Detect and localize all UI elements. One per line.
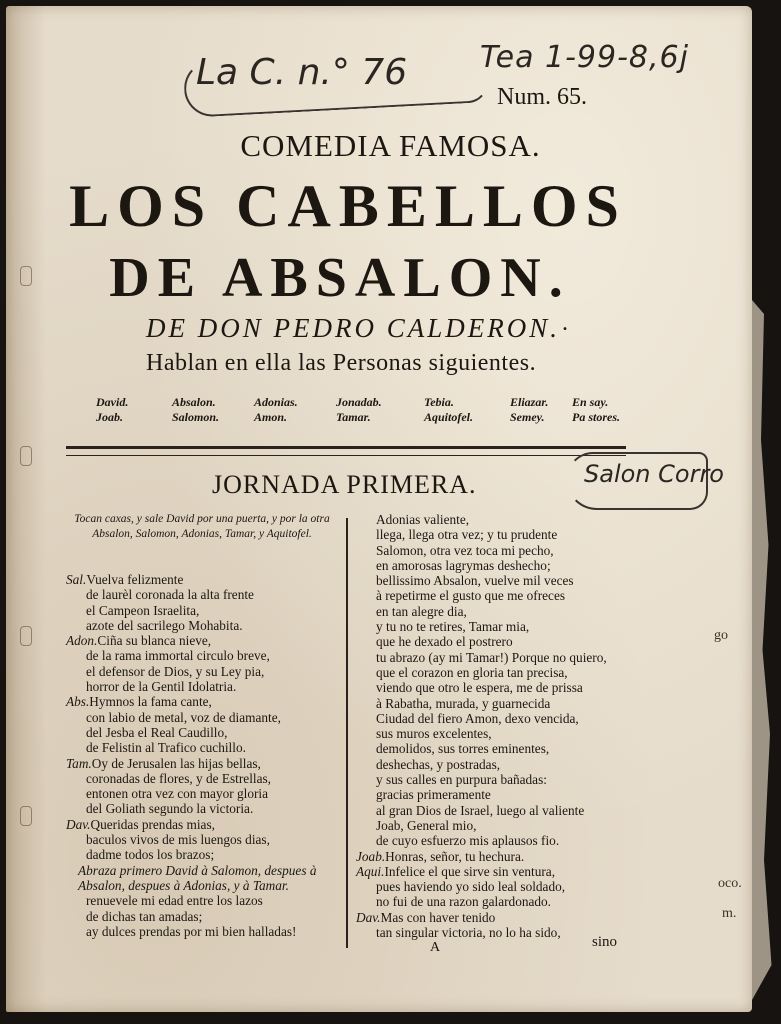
verse-line (356, 604, 607, 619)
verse-line (356, 757, 607, 772)
verse-text: gracias primeramente (376, 787, 491, 803)
column-divider (346, 518, 348, 948)
verse-text: à Rabatha, murada, y guarnecida (376, 695, 551, 711)
edge-fragment: m. (722, 906, 737, 921)
cast-name: Joab. (96, 410, 123, 424)
binding-stitch (20, 806, 32, 826)
cast-name: David. (96, 395, 129, 409)
catchword: sino (592, 934, 618, 950)
verse-line (356, 573, 607, 588)
speaker-tag: Joab. (356, 848, 386, 864)
verse-line (356, 833, 607, 848)
verse-line (356, 787, 607, 802)
verse-line (356, 680, 607, 695)
verse-line (356, 879, 607, 894)
verse-text: y tu no te retires, Tamar mia, (376, 619, 530, 635)
verse-text: en tan alegre dia, (376, 603, 467, 619)
verse-line (66, 633, 316, 648)
verse-text: tan singular victoria, no lo ha sido, (376, 925, 561, 941)
right-column (356, 512, 607, 940)
stage-direction-text: Abraza primero David à Salomon, despues à (78, 862, 317, 878)
verse-text: renuevele mi edad entre los lazos (86, 893, 263, 909)
cast-name: Jonadab. (336, 395, 382, 409)
verse-text: dadme todos los brazos; (86, 847, 215, 863)
verse-text: en amorosas lagrymas deshecho; (376, 557, 551, 573)
verse-text: Hymnos la fama cante, (89, 694, 212, 710)
verse-line (66, 909, 316, 924)
verse-text: del Goliath segundo la victoria. (86, 801, 254, 817)
cast-name: Semey. (510, 410, 545, 424)
speaker-tag: Aqui. (356, 863, 385, 879)
binding-stitch (20, 626, 32, 646)
verse-text: al gran Dios de Israel, luego al valiente (376, 802, 585, 818)
verse-text: de la rama immortal circulo breve, (86, 648, 270, 664)
verse-line (356, 910, 607, 925)
edge-fragment: go (714, 628, 728, 643)
handwritten-shelfmark: La C. n.° 76 (196, 52, 408, 93)
verse-line (356, 711, 607, 726)
verse-text: Honras, señor, tu hechura. (385, 848, 525, 864)
title-line-2: DE ABSALON. (109, 247, 571, 309)
verse-line (66, 618, 316, 633)
verse-text: Queridas prendas mias, (90, 816, 215, 832)
cast-column (254, 395, 298, 425)
cast-name: Salomon. (172, 410, 220, 424)
verse-line (356, 803, 607, 818)
edge-fragment: oco. (718, 876, 742, 891)
genre-heading: COMEDIA FAMOSA. (240, 128, 541, 163)
verse-line (66, 664, 316, 679)
verse-text: Oy de Jerusalen las hijas bellas, (91, 755, 261, 771)
cast-name: Amon. (254, 410, 288, 424)
title-line-1: LOS CABELLOS (69, 173, 627, 239)
verse-text: Adonias valiente, (376, 512, 470, 527)
verse-line (356, 558, 607, 573)
signature-mark: A (430, 940, 441, 955)
personas-heading: Hablan en ella las Personas siguientes. (146, 350, 537, 376)
binding-stitch (20, 266, 32, 286)
verse-text: entonen otra vez con mayor gloria (86, 786, 269, 802)
verse-text: azote del sacrilego Mohabita. (86, 617, 243, 633)
verse-text: del Jesba el Real Caudillo, (86, 724, 228, 740)
verse-text: de laurèl coronada la alta frente (86, 587, 254, 603)
verse-line (66, 740, 316, 755)
speaker-tag: Sal. (66, 572, 87, 587)
verse-text: que he dexado el postrero (376, 634, 513, 650)
verse-line (66, 832, 316, 847)
cast-name: Eliazar. (510, 395, 549, 409)
binding-stitch (20, 446, 32, 466)
verse-text: y sus calles en purpura bañadas: (376, 772, 547, 788)
torn-edge (752, 300, 781, 1000)
left-column (66, 572, 316, 939)
speaker-tag: Dav. (356, 909, 381, 925)
verse-text: ay dulces prendas por mi bien halladas! (86, 923, 297, 939)
verse-text: Vuelva felizmente (86, 572, 184, 587)
verse-line (66, 878, 316, 893)
verse-line (356, 619, 607, 634)
cast-column (572, 395, 620, 425)
play-number: Num. 65. (497, 84, 587, 110)
verse-text: llega, llega otra vez; y tu prudente (376, 527, 558, 543)
verse-line (66, 893, 316, 908)
verse-text: Ciudad del fiero Amon, dexo vencida, (376, 710, 579, 726)
speaker-tag: Abs. (66, 694, 90, 710)
verse-text: horror de la Gentil Idolatria. (86, 679, 237, 695)
cast-name: En say. (572, 395, 609, 409)
verse-text: Joab, General mio, (376, 817, 477, 833)
verse-text: deshechas, y postradas, (376, 756, 501, 772)
cast-column (336, 395, 382, 425)
act-heading: JORNADA PRIMERA. (212, 470, 477, 499)
verse-line (66, 771, 316, 786)
verse-line (356, 818, 607, 833)
verse-line (66, 710, 316, 725)
verse-line (66, 725, 316, 740)
speaker-tag: Tam. (66, 755, 92, 771)
verse-line (356, 665, 607, 680)
verse-text: Ciña su blanca nieve, (97, 633, 212, 649)
verse-line (356, 864, 607, 879)
verse-line (66, 587, 316, 602)
handwritten-call-number: Tea 1-99-8,6j (480, 40, 689, 75)
cast-name: Tamar. (336, 410, 371, 424)
speaker-tag: Adon. (66, 633, 98, 649)
handwritten-margin-note: Salon Corro (584, 460, 724, 488)
verse-text: baculos vivos de mis luengos dias, (86, 832, 270, 848)
cast-name: Aquitofel. (424, 410, 474, 424)
verse-line (356, 849, 607, 864)
verse-text: el defensor de Dios, y su Ley pia, (86, 663, 265, 679)
verse-text: el Campeon Israelita, (86, 602, 200, 618)
verse-text: bellissimo Absalon, vuelve mil veces (376, 573, 574, 589)
verse-text: tu abrazo (ay mi Tamar!) Porque no quiero, (376, 649, 607, 665)
cast-column (424, 395, 473, 425)
verse-text: de cuyo esfuerzo mis aplausos fio. (376, 833, 560, 849)
cast-column (510, 395, 548, 425)
verse-line (356, 772, 607, 787)
verse-text: no fui de una razon galardonado. (376, 894, 552, 910)
speaker-tag: Dav. (66, 816, 91, 832)
verse-line (356, 741, 607, 756)
cast-name: Pa stores. (572, 410, 620, 424)
cast-name: Adonias. (254, 395, 298, 409)
author-dot: . (562, 310, 568, 336)
verse-line (66, 603, 316, 618)
verse-line (66, 786, 316, 801)
cast-name: Absalon. (172, 395, 216, 409)
verse-text: coronadas de flores, y de Estrellas, (86, 770, 271, 786)
verse-line (66, 847, 316, 862)
verse-line (66, 801, 316, 816)
verse-line (356, 527, 607, 542)
verse-line (66, 694, 316, 709)
cast-column (96, 395, 128, 425)
verse-text: de Felistin al Trafico cuchillo. (86, 740, 246, 756)
verse-text: Infelice el que sirve sin ventura, (384, 863, 556, 879)
verse-text: Salomon, otra vez toca mi pecho, (376, 542, 554, 558)
verse-text: que el corazon en gloria tan precisa, (376, 664, 568, 680)
verse-line (66, 572, 316, 587)
verse-text: pues haviendo yo sido leal soldado, (376, 879, 566, 895)
verse-line (356, 925, 607, 940)
verse-line (66, 679, 316, 694)
verse-text: sus muros excelentes, (376, 726, 492, 742)
cast-name: Tebia. (424, 395, 454, 409)
verse-text: viendo que otro le espera, me de prissa (376, 680, 583, 696)
verse-line (66, 648, 316, 663)
verse-line (356, 634, 607, 649)
verse-line (356, 696, 607, 711)
verse-line (356, 650, 607, 665)
verse-text: con labio de metal, voz de diamante, (86, 709, 281, 725)
stage-direction: Tocan caxas, y sale David por una puerta, y por la otra Absalon, Salomon, Adonias, Tamar, y Aquitofel. (74, 513, 330, 540)
verse-line (66, 863, 316, 878)
verse-line (66, 817, 316, 832)
verse-text: de dichas tan amadas; (86, 908, 203, 924)
verse-line (356, 894, 607, 909)
verse-text: Mas con haver tenido (380, 909, 496, 925)
verse-line (356, 588, 607, 603)
verse-line (356, 543, 607, 558)
cast-column (172, 395, 219, 425)
verse-line (356, 726, 607, 741)
stage-direction-text: Absalon, despues à Adonias, y à Tamar. (78, 877, 289, 893)
verse-line (66, 924, 316, 939)
verse-line (66, 756, 316, 771)
ornamental-rule (66, 446, 626, 456)
verse-line (356, 512, 607, 527)
verse-text: à repetirme el gusto que me ofreces (376, 588, 566, 604)
verse-text: demolidos, sus torres eminentes, (376, 741, 550, 757)
author-line: DE DON PEDRO CALDERON. (146, 313, 560, 343)
